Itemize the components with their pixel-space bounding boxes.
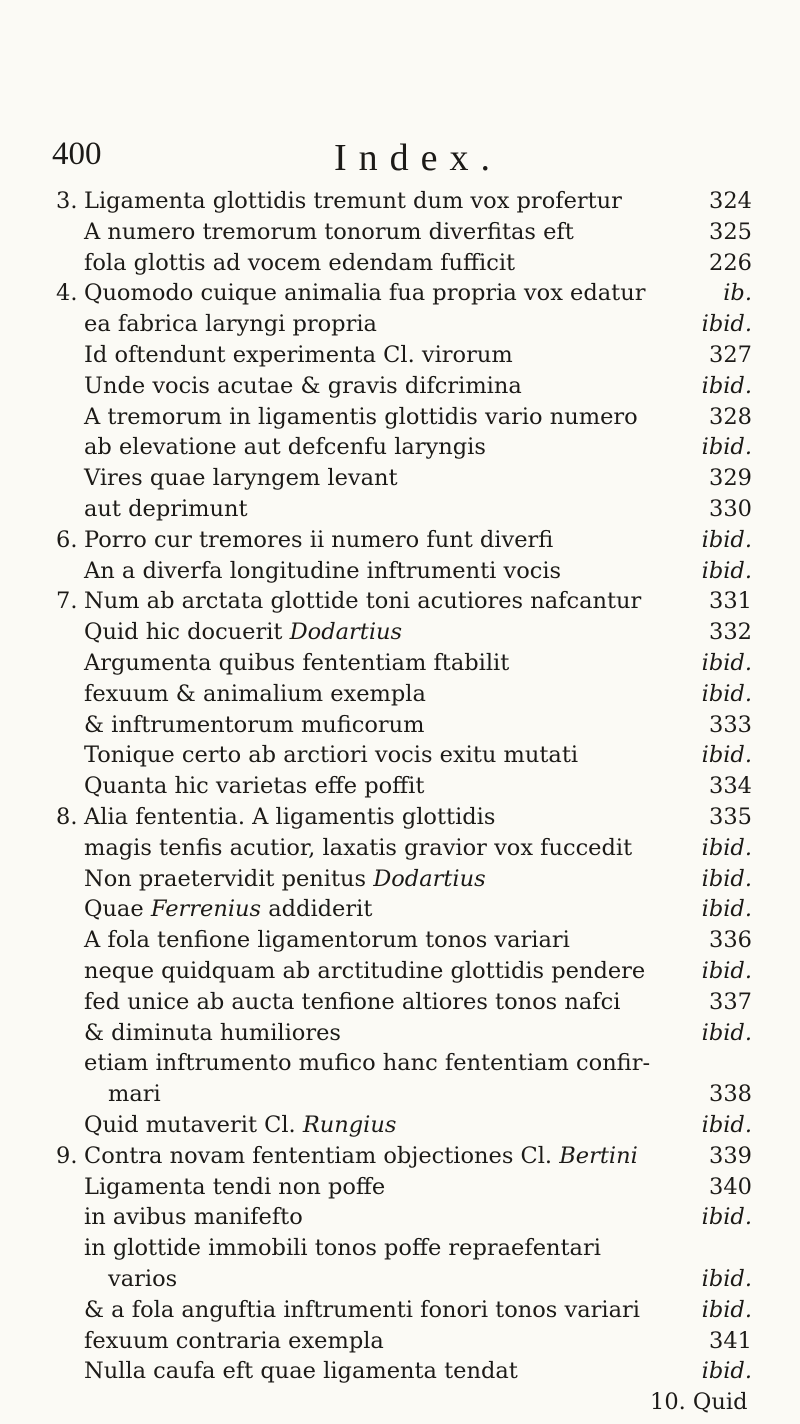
entry-text-part: varios [108, 1266, 178, 1292]
entry-text [84, 556, 561, 586]
entry-text-part: Porro cur tremores ii numero funt diverfi [84, 526, 554, 553]
entry-text [84, 802, 495, 832]
entry-text [84, 248, 515, 278]
page-reference: ibid. [701, 865, 752, 892]
index-entry-line [56, 1264, 752, 1294]
entry-text-part: Quid hic docuerit [84, 619, 290, 646]
page-reference: ibid. [701, 311, 752, 338]
index-entry-line [56, 1172, 752, 1202]
page-reference: 339 [709, 1142, 752, 1169]
section-number: 7. [56, 588, 78, 615]
page-reference: ibid. [701, 372, 752, 399]
index-entry-line [56, 894, 752, 924]
entry-text-part: Quae [84, 896, 151, 923]
entry-text-part: A numero tremorum tonorum diverfitas eft [84, 218, 574, 245]
entry-text-part: in avibus manifefto [84, 1204, 303, 1231]
entry-text-part: An a diverfa longitudine inftrumenti vocis [84, 557, 562, 584]
index-entry-line [56, 525, 752, 555]
entry-text-part: Ligamenta tendi non poffe [84, 1173, 386, 1200]
italic-name: Bertini [559, 1142, 638, 1169]
entry-text-part: ea fabrica laryngi propria [84, 311, 377, 338]
running-title: Index. [334, 137, 503, 179]
index-entry-line [56, 556, 752, 586]
entry-text [108, 1079, 161, 1109]
entry-text [84, 1356, 518, 1386]
page-reference: 325 [709, 218, 752, 245]
index-entry-line [56, 1233, 752, 1263]
italic-name: Dodartius [289, 619, 403, 646]
entry-text-part: Quanta hic varietas effe poffit [84, 773, 425, 800]
entry-text [84, 679, 426, 709]
entry-text [84, 1018, 341, 1048]
entry-text-part: addiderit [261, 896, 373, 923]
page-reference: 331 [709, 588, 752, 615]
entry-text [84, 987, 620, 1017]
entry-text-part: & diminuta humiliores [84, 1019, 341, 1046]
entry-text-part: A fola tenfione ligamentorum tonos variari [84, 927, 570, 954]
entry-text-part: Id oftendunt experimenta Cl. virorum [84, 342, 513, 368]
page-reference: 328 [709, 403, 752, 430]
index-entry-line [56, 1326, 752, 1356]
index-entry-line [56, 494, 752, 524]
entry-text [84, 494, 248, 524]
entry-text [84, 1326, 384, 1356]
entry-text [84, 525, 553, 555]
entry-text [84, 1202, 303, 1232]
entry-text [84, 186, 622, 216]
entry-text-part: Alia fententia. A ligamentis glottidis [84, 804, 496, 830]
page-reference: ibid. [701, 1112, 752, 1138]
entry-text-part: Quid mutaverit Cl. [84, 1112, 303, 1138]
entry-text [84, 648, 509, 678]
page-reference: ibid. [701, 1019, 752, 1046]
entry-text [84, 894, 372, 924]
entry-text-part: ab elevatione aut defcenfu laryngis [84, 434, 486, 461]
index-entry-line [56, 1295, 752, 1325]
page-reference: ibid. [701, 1204, 752, 1231]
page-reference: ibid. [701, 680, 752, 707]
index-entry-line [56, 586, 752, 616]
index-entry-line [56, 402, 752, 432]
page-reference: ibid. [701, 650, 752, 676]
index-entry-line [56, 432, 752, 462]
entry-text [84, 833, 632, 863]
page-number: 400 [52, 136, 102, 172]
index-entry-line [56, 1018, 752, 1048]
index-entry-line [56, 864, 752, 894]
entry-text-part: etiam inftrumento mufico hanc fententiam confir- [84, 1050, 651, 1077]
page-header [52, 136, 752, 186]
entry-text [84, 432, 486, 462]
index-entry-line [56, 833, 752, 863]
entry-text [84, 217, 574, 247]
index-entry-line [56, 802, 752, 832]
index-entry-line [56, 340, 752, 370]
index-entry-line [56, 1141, 752, 1171]
index-entry-line [56, 956, 752, 986]
entry-text [84, 925, 570, 955]
page-reference: ibid. [701, 526, 752, 553]
page-reference: ibid. [701, 557, 752, 584]
page-reference: ibid. [701, 1296, 752, 1323]
entry-text-part: Quomodo cuique animalia fua propria vox edatur [84, 280, 646, 307]
entry-text [84, 771, 424, 801]
page-reference: ibid. [701, 1266, 752, 1292]
entry-text-part: & inftrumentorum muficorum [84, 711, 425, 738]
entry-text [108, 1264, 177, 1294]
index-entry-line [56, 371, 752, 401]
entry-text-part: Unde vocis acutae & gravis difcrimina [84, 372, 522, 399]
entry-text-part: Contra novam fententiam objectiones Cl. [84, 1142, 560, 1169]
page-reference: 333 [709, 711, 752, 738]
entry-text [84, 463, 398, 493]
index-entry-line [56, 1048, 752, 1078]
entry-text [84, 586, 641, 616]
index-entry-line [56, 278, 752, 308]
index-entry-line [56, 710, 752, 740]
entry-text [84, 340, 513, 370]
entry-text-part: neque quidquam ab arctitudine glottidis pendere [84, 958, 646, 984]
page-reference: 332 [709, 619, 752, 646]
page-reference: 341 [709, 1327, 752, 1354]
entry-text [84, 617, 402, 647]
entry-text [84, 1048, 650, 1078]
page-reference: 327 [709, 342, 752, 368]
section-number: 6. [56, 526, 78, 553]
entry-text-part: Argumenta quibus fententiam ftabilit [84, 650, 510, 676]
section-number: 9. [56, 1142, 78, 1169]
italic-name: Ferrenius [150, 896, 262, 923]
entry-text-part: A tremorum in ligamentis glottidis vario numero [84, 403, 638, 430]
index-entry-line [56, 771, 752, 801]
page-reference: ibid. [701, 434, 752, 461]
page-reference: ibid. [701, 896, 752, 923]
entry-text [84, 1110, 396, 1140]
index-entry-line [56, 987, 752, 1017]
page-reference: ibid. [701, 1358, 752, 1385]
entry-text-part: Tonique certo ab arctiori vocis exitu mutati [84, 742, 579, 769]
page-reference: ibid. [701, 742, 752, 769]
entry-text [84, 1233, 601, 1263]
page-reference: 330 [709, 496, 752, 522]
entry-text [84, 1141, 638, 1171]
index-entry-line [56, 617, 752, 647]
entry-text [84, 864, 486, 894]
entry-text-part: fola glottis ad vocem edendam fufficit [84, 249, 516, 276]
index-entry-line [56, 463, 752, 493]
index-entry-line [56, 925, 752, 955]
entry-text-part: Num ab arctata glottide toni acutiores nafcantur [84, 588, 642, 615]
section-number: 3. [56, 188, 78, 214]
entry-text-part: Non praetervidit penitus [84, 865, 374, 892]
entry-text [84, 1172, 385, 1202]
entry-text-part: & a fola anguftia inftrumenti fonori tonos variari [84, 1296, 640, 1323]
entry-text [84, 371, 522, 401]
index-entry-line [56, 217, 752, 247]
entry-text-part: fed unice ab aucta tenfione altiores tonos nafci [84, 988, 621, 1015]
entry-text [84, 956, 645, 986]
page-reference: 226 [709, 249, 752, 276]
index-entry-line [56, 1202, 752, 1232]
entry-text [84, 710, 425, 740]
index-entry-line [56, 740, 752, 770]
index-entry-line [56, 1356, 752, 1386]
entry-text [84, 309, 377, 339]
page-reference: ib. [723, 280, 752, 307]
entry-text [84, 278, 645, 308]
page-reference: 336 [709, 927, 752, 954]
index-entry-line [56, 186, 752, 216]
entry-text [84, 402, 638, 432]
entry-text-part: Ligamenta glottidis tremunt dum vox profertur [84, 188, 622, 214]
page-reference: 329 [709, 465, 752, 492]
page-reference: 338 [709, 1081, 752, 1108]
entry-text [84, 1295, 640, 1325]
index-entry-line [56, 648, 752, 678]
italic-name: Rungius [302, 1112, 397, 1138]
entry-text-part: in glottide immobili tonos poffe repraefentari [84, 1235, 601, 1262]
italic-name: Dodartius [373, 865, 486, 892]
entry-text-part: fexuum contraria exempla [84, 1327, 384, 1354]
entry-text [84, 740, 578, 770]
page-reference: 334 [709, 773, 752, 800]
entry-text-part: Nulla caufa eft quae ligamenta tendat [84, 1358, 518, 1385]
entry-text-part: mari [108, 1081, 161, 1108]
entry-text-part: aut deprimunt [84, 496, 248, 522]
index-entry-line [56, 1110, 752, 1140]
page-reference: 337 [709, 988, 752, 1015]
index-entry-line [56, 248, 752, 278]
index-entry-line [56, 1079, 752, 1109]
section-number: 4. [56, 280, 78, 307]
entry-text-part: fexuum & animalium exempla [84, 680, 426, 707]
page-reference: 340 [709, 1173, 752, 1200]
page-reference: ibid. [701, 834, 752, 861]
index-entry-line [56, 679, 752, 709]
entry-text-part: magis tenfis acutior, laxatis gravior vox fuccedit [84, 834, 633, 861]
catchword: 10. Quid [650, 1389, 748, 1416]
index-entry-line [56, 309, 752, 339]
page-reference: 324 [709, 188, 752, 214]
entry-text-part: Vires quae laryngem levant [84, 465, 398, 492]
section-number: 8. [56, 804, 78, 830]
page-reference: ibid. [701, 958, 752, 984]
page-reference: 335 [709, 804, 752, 830]
